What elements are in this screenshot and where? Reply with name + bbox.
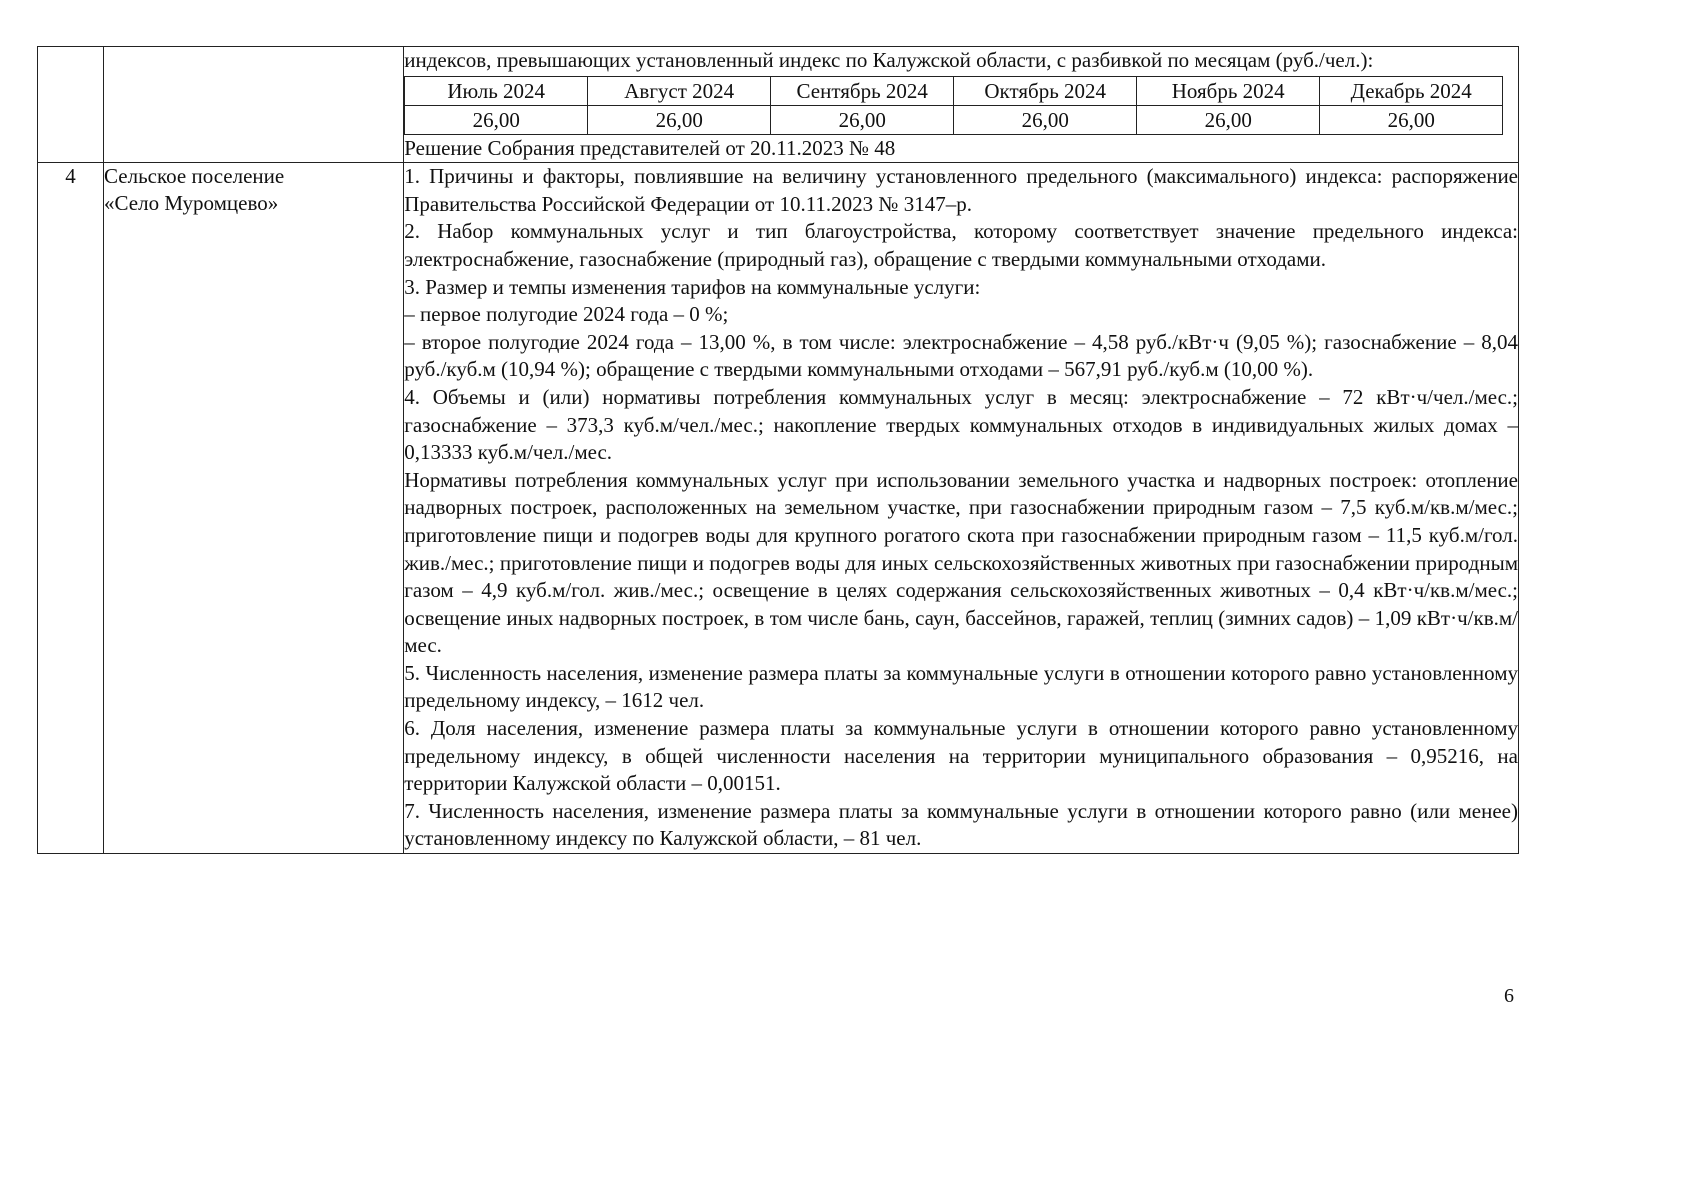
description-cell <box>404 163 1519 854</box>
month-header-row <box>405 76 1503 105</box>
paragraph-5: 5. Численность населения, изменение размера платы за коммунальные услуги в отношении которого равно установленному предельному индексу, – 1612 чел. <box>404 660 1518 713</box>
continuation-intro-text: индексов, превышающих установленный индекс по Калужской области, с разбивкой по месяцам (руб./чел.): <box>404 48 1374 72</box>
page-number: 6 <box>1504 985 1514 1007</box>
paragraph-3-second-half: – второе полугодие 2024 года – 13,00 %, в том числе: электроснабжение – 4,58 руб./кВт·ч (9,05 %); газоснабжение – 8,04 руб./куб.м (10,94 %); обращение с твердыми коммунальными отходами – 567,91 руб./куб.м (10,00 %). <box>404 329 1518 382</box>
paragraph-1: 1. Причины и факторы, повлиявшие на величину установленного предельного (максимального) индекса: распоряжение Правительства Российской Федерации от 10.11.2023 № 3147–р. <box>404 164 1518 216</box>
month-value-november: 26,00 <box>1137 105 1320 134</box>
document-table <box>37 46 1519 854</box>
month-label-september: Сентябрь 2024 <box>771 76 954 105</box>
paragraph-6: 6. Доля населения, изменение размера платы за коммунальные услуги в отношении которого равно установленному предельному индексу, в общей численности населения на территории муниципального образования – 0,95216, на территории Калужской области – 0,00151. <box>404 716 1518 796</box>
month-label-july: Июль 2024 <box>405 76 588 105</box>
month-value-october: 26,00 <box>954 105 1137 134</box>
month-label-december: Декабрь 2024 <box>1320 76 1503 105</box>
settlement-name: «Село Муромцево» <box>104 191 279 216</box>
month-value-july: 26,00 <box>405 105 588 134</box>
month-value-december: 26,00 <box>1320 105 1503 134</box>
monthly-index-table <box>404 76 1503 135</box>
row-number: 4 <box>38 163 104 854</box>
month-value-row <box>405 105 1503 134</box>
settlement-name-cell <box>104 163 404 854</box>
month-label-october: Октябрь 2024 <box>954 76 1137 105</box>
paragraph-4: 4. Объемы и (или) нормативы потребления коммунальных услуг в месяц: электроснабжение – 72 кВт·ч/чел./мес.; газоснабжение – 373,3 куб.м/чел./мес.; накопление твердых коммунальных отходов в индивидуальных жилых домах – 0,13333 куб.м/чел./мес. <box>404 384 1518 465</box>
month-value-august: 26,00 <box>588 105 771 134</box>
month-value-september: 26,00 <box>771 105 954 134</box>
paragraph-7: 7. Численность населения, изменение размера платы за коммунальные услуги в отношении которого равно (или менее) установленному индексу по Калужской области, – 81 чел. <box>404 798 1518 851</box>
table-row-4 <box>38 163 1519 854</box>
settlement-type: Сельское поселение <box>104 164 285 189</box>
description-cell-continuation <box>404 47 1519 163</box>
month-label-august: Август 2024 <box>588 76 771 105</box>
table-row-continuation <box>38 47 1519 163</box>
month-label-november: Ноябрь 2024 <box>1137 76 1320 105</box>
paragraph-3-first-half: – первое полугодие 2024 года – 0 %; <box>404 302 729 327</box>
paragraph-2: 2. Набор коммунальных услуг и тип благоустройства, которому соответствует значение предельного индекса: электроснабжение, газоснабжение (природный газ), обращение с твердыми коммунальными отходами. <box>404 219 1518 271</box>
decision-text: Решение Собрания представителей от 20.11.2023 № 48 <box>404 135 896 160</box>
name-cell-empty <box>104 47 404 163</box>
paragraph-3: 3. Размер и темпы изменения тарифов на коммунальные услуги: <box>404 274 981 299</box>
paragraph-4-norms: Нормативы потребления коммунальных услуг при использовании земельного участка и надворных построек: отопление надворных построек, расположенных на земельном участке, при газоснабжении природным газом – 7,5 куб.м/кв.м/мес.; приготовление пищи и подогрев воды для крупного рогатого скота при газоснабжении природным газом – 11,5 куб.м/гол. жив./мес.; приготовление пищи и подогрев воды для иных сельскохозяйственных животных при газоснабжении природным газом – 4,9 куб.м/гол. жив./мес.; освещение в целях содержания сельскохозяйственных животных – 0,4 кВт·ч/кв.м/мес.; освещение иных надворных построек, в том числе бань, саун, бассейнов, гаражей, теплиц (зимних садов) – 1,09 кВт·ч/кв.м/мес. <box>404 467 1518 658</box>
number-cell-empty <box>38 47 104 163</box>
